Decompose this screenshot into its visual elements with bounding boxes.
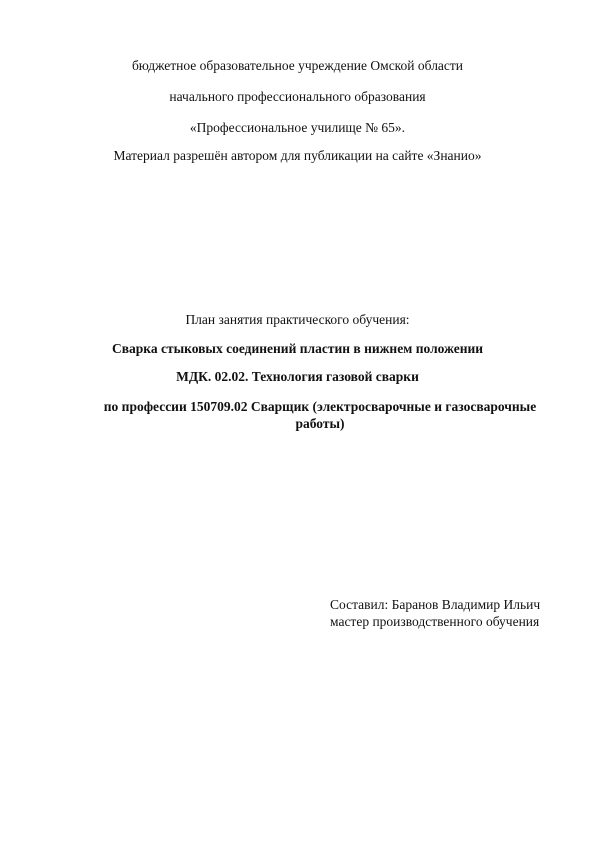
- school-name-line: «Профессиональное училище № 65».: [189, 120, 406, 135]
- module-name: МДК. 02.02. Технология газовой сварки: [176, 369, 419, 384]
- profession-line: по профессии 150709.02 Сварщик (электросварочные и газосварочные работы): [103, 399, 537, 431]
- plan-title: План занятия практического обучения:: [185, 312, 410, 327]
- lesson-topic: Сварка стыковых соединений пластин в нижнем положении: [111, 341, 484, 356]
- publication-permission-line: Материал разрешён автором для публикации на сайте «Знанио»: [113, 148, 482, 163]
- education-level-line: начального профессионального образования: [169, 89, 426, 104]
- author-position: мастер производственного обучения: [330, 614, 540, 629]
- author-name: Составил: Баранов Владимир Ильич: [330, 597, 541, 612]
- institution-line: бюджетное образовательное учреждение Омской области: [131, 58, 464, 73]
